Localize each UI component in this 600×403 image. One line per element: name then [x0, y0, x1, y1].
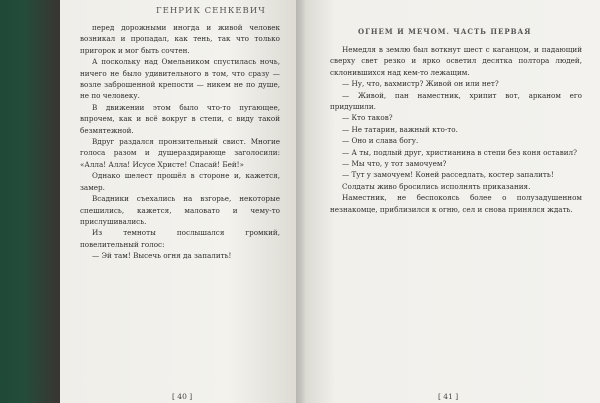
- paragraph: — Эй там! Высечь огня да запалить!: [92, 251, 232, 261]
- paragraph: — Ну, что, вахмистр? Живой он или нет?: [342, 79, 499, 89]
- paragraph: Вдруг раздался пронзительный свист. Многие голоса разом и душераздирающе заголосили: «Алла! Алла! Исусе Христе! Спасай! Бей!»: [80, 137, 280, 169]
- paragraph: Солдаты живо бросились исполнять приказания.: [342, 181, 531, 191]
- running-head: ОГНЕМ И МЕЧОМ. ЧАСТЬ ПЕРВАЯ: [358, 27, 532, 36]
- paragraph: А поскольку над Омельником спустилась ночь, ничего не было удивительного в том, что сразу — возле заброшенной крепости — никем не по душе, не по человеку.: [80, 57, 280, 101]
- paragraph: — А ты, подлый друг, христианина в степи без коня оставил?: [342, 147, 577, 157]
- paragraph: перед дорожными иногда и живой человек возникал и пропадал, как тень, так что только пригорок и мог быть сочтен.: [80, 23, 280, 55]
- paragraph: Однако шелест прошёл в стороне и, кажется, замер.: [80, 171, 280, 192]
- book-gutter: [296, 0, 306, 403]
- paragraph: Всадники съехались на взгорье, некоторые спешились, кажется, маловато и чему-то прислушивались.: [80, 194, 280, 226]
- paragraph: — Не татарин, важный кто-то.: [342, 124, 458, 134]
- right-page-text: [330, 44, 582, 215]
- left-page-text: [80, 22, 280, 262]
- paragraph: В движении этом было что-то пугающее, впрочем, как и всё вокруг в степи, с виду такой безмятежной.: [80, 102, 280, 135]
- left-page: [60, 0, 300, 403]
- paragraph: — Оно и слава богу.: [342, 136, 419, 146]
- book-cover-edge: [0, 0, 60, 403]
- page-number: [ 41 ]: [438, 392, 459, 401]
- paragraph: Немедля в землю был воткнут шест с каганцом, и падающий сверху свет резко и ярко осветил десятка полтора людей, склонившихся над кем-то лежащим.: [330, 45, 582, 77]
- running-head: ГЕНРИК СЕНКЕВИЧ: [156, 6, 266, 16]
- paragraph: — Кто таков?: [342, 113, 393, 123]
- page-number: [ 40 ]: [172, 392, 193, 401]
- paragraph: Наместник, не беспокоясь более о полузадушенном незнакомце, приблизился к огню, сел и снова принялся ждать.: [330, 193, 582, 214]
- paragraph: — Мы что, у тот замочуем?: [342, 159, 447, 169]
- paragraph: Из темноты послышался громкий, повелительный голос:: [80, 228, 280, 249]
- paragraph: — Тут у замочуем! Коней расседлать, костер запалить!: [342, 170, 554, 180]
- paragraph: — Живой, пан наместник, хрипит вот, арканом его придушили.: [330, 90, 582, 112]
- right-page: [300, 0, 600, 403]
